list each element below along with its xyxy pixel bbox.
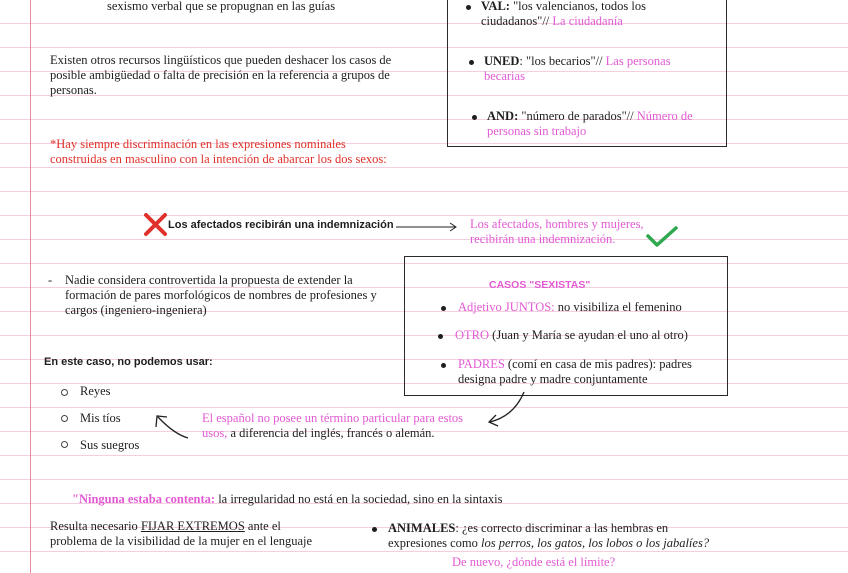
paragraph-discriminacion: *Hay siempre discriminación en las expresiones nominales construidas en masculino con la intención de abarcar los dos sexos:: [50, 137, 387, 166]
box2-item-juntos: Adjetivo JUNTOS: no visibiliza el femenino: [441, 300, 721, 315]
bullet-icon: [372, 527, 377, 532]
box1-item-val: VAL: "los valencianos, todos los ciudadanos"// La ciudadanía: [466, 0, 716, 29]
box2-item-otro: OTRO (Juan y María se ayudan el uno al otro): [438, 328, 728, 343]
animales-item: ANIMALES: ¿es correcto discriminar a las hembras en expresiones como los perros, los gatos, los lobos o los jabalíes?: [372, 521, 722, 551]
box1-item-and: AND: "número de parados"// Número de personas sin trabajo: [472, 109, 717, 139]
curved-arrow-down-icon: [484, 388, 534, 428]
circle-bullet-icon: [61, 389, 68, 396]
bullet-icon: [441, 306, 446, 311]
checkmark-icon: [646, 226, 678, 250]
paragraph-espanol: El español no posee un término particular para estos usos, a diferencia del inglés, francés o alemán.: [202, 411, 464, 440]
box1-item-uned: UNED: "los becarios"// Las personas becarias: [469, 54, 714, 84]
paragraph-resulta: Resulta necesario FIJAR EXTREMOS ante el problema de la visibilidad de la mujer en el lenguaje: [50, 519, 313, 548]
arrow-right-icon: [396, 222, 466, 232]
top-line-text: sexismo verbal que se propugnan en las guías: [107, 0, 336, 13]
en-este-caso-heading: En este caso, no podemos usar:: [44, 356, 213, 368]
dash-marker: -: [48, 273, 53, 287]
ninguna-line: "Ninguna estaba contenta: la irregularidad no está en la sociedad, sino en la sintaxis: [72, 492, 503, 506]
sexist-cases-title: CASOS "SEXISTAS": [489, 279, 591, 291]
curved-arrow-icon: [150, 408, 200, 448]
circle-bullet-icon: [61, 415, 68, 422]
bullet-icon: [472, 115, 477, 120]
list-item: Mis tíos: [80, 411, 121, 425]
bullet-icon: [466, 5, 471, 10]
bullet-icon: [438, 334, 443, 339]
notebook-margin-line: [30, 0, 31, 573]
list-item: Reyes: [80, 384, 111, 398]
paragraph-recursos: Existen otros recursos lingüísticos que pueden deshacer los casos de posible ambigüedad o falta de precisión en la referencia a grupos de personas.: [50, 53, 392, 97]
list-item: Sus suegros: [80, 438, 140, 452]
box2-item-padres: PADRES (comí en casa de mis padres): padres designa padre y madre conjuntamente: [441, 357, 721, 387]
de-nuevo-text: De nuevo, ¿dónde está el límite?: [452, 555, 616, 569]
right-example-text: Los afectados, hombres y mujeres, recibirán una indemnización.: [470, 217, 644, 246]
wrong-example-text: Los afectados recibirán una indemnización: [168, 219, 394, 231]
paragraph-nadie: Nadie considera controvertida la propuesta de extender la formación de pares morfológicos de nombres de profesiones y cargos (ingeniero-ingeniera): [65, 273, 377, 317]
circle-bullet-icon: [61, 441, 68, 448]
bullet-icon: [441, 363, 446, 368]
bullet-icon: [469, 60, 474, 65]
cross-icon: [143, 212, 169, 238]
